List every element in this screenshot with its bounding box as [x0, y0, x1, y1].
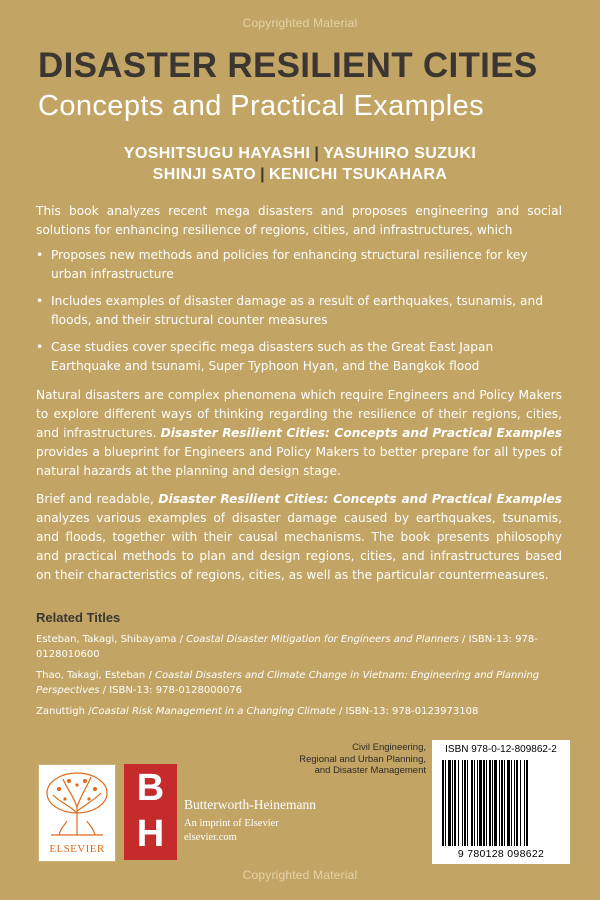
- barcode-bar: [507, 760, 510, 846]
- bullet-text: Includes examples of disaster damage as a result of earthquakes, tsunamis, and floods, and their structural counter measures: [51, 294, 543, 327]
- feature-bullet: [36, 292, 562, 330]
- bh-logo-letter: H: [136, 813, 165, 855]
- author-name: YOSHITSUGU HAYASHI: [123, 145, 311, 162]
- barcode-bar: [511, 760, 512, 846]
- book-title-emphasis: Disaster Resilient Cities: Concepts and Practical Examples: [158, 492, 562, 506]
- barcode-bar: [445, 760, 446, 846]
- bullet-marker: •: [36, 294, 44, 308]
- watermark-top: Copyrighted Material: [242, 16, 358, 30]
- authors-line-1: [0, 145, 600, 163]
- paragraph-text: Brief and readable,: [36, 492, 159, 506]
- related-title-item: [36, 704, 562, 719]
- barcode-bar: [471, 760, 473, 846]
- barcode-bar: [458, 760, 459, 846]
- barcode-bar: [520, 760, 521, 846]
- paragraph-text: Natural disasters are complex phenomena which require Engineers and Policy Makers to explore different ways of thinking regarding the resilience of their regions, cities, and infrastructures.: [36, 388, 562, 440]
- barcode-bar: [452, 760, 453, 846]
- barcode-bar: [514, 760, 515, 846]
- feature-bullet-list: [36, 246, 562, 384]
- subject-category: [276, 742, 426, 777]
- paragraph-text: provides a blueprint for Engineers and Policy Makers to better prepare for all types of natural hazards at the planning and design stage.: [36, 445, 562, 478]
- author-name: YASUHIRO SUZUKI: [323, 145, 477, 162]
- butterworth-heinemann-logo: [124, 764, 177, 860]
- related-authors: Thao, Takagi, Esteban /: [36, 670, 155, 681]
- barcode-bar: [499, 760, 500, 846]
- elsevier-wordmark: ELSEVIER: [49, 843, 105, 855]
- book-title: DISASTER RESILIENT CITIES: [38, 46, 538, 85]
- bullet-marker: •: [36, 340, 44, 354]
- barcode-bar: [492, 760, 493, 846]
- category-line: Civil Engineering,: [352, 742, 426, 753]
- book-title-emphasis: Disaster Resilient Cities: Concepts and Practical Examples: [160, 426, 563, 440]
- publisher-website: elsevier.com: [184, 832, 237, 843]
- barcode-bar: [479, 760, 482, 846]
- barcode-bars: [440, 760, 562, 846]
- barcode-bar: [464, 760, 466, 846]
- bullet-marker: •: [36, 248, 44, 262]
- description-paragraph-3: [36, 490, 562, 585]
- barcode-bar: [477, 760, 478, 846]
- barcode-bar: [474, 760, 475, 846]
- bh-logo-letter: B: [136, 767, 165, 809]
- author-name: KENICHI TSUKAHARA: [268, 166, 448, 183]
- barcode-bar: [489, 760, 491, 846]
- related-authors: Esteban, Takagi, Shibayama /: [36, 634, 187, 645]
- related-book-title: Coastal Disaster Mitigation for Engineers and Planners: [186, 634, 459, 645]
- watermark-bottom: Copyrighted Material: [242, 868, 358, 882]
- related-isbn: / ISBN-13: 978-0128000076: [99, 685, 243, 696]
- barcode-bar: [516, 760, 518, 846]
- barcode-bar: [504, 760, 505, 846]
- bullet-text: Case studies cover specific mega disasters such as the Great East Japan Earthquake and tsunami, Super Typhoon Hyan, and the Bangkok flood: [51, 340, 494, 373]
- author-separator: |: [314, 145, 320, 162]
- barcode-bar: [524, 760, 525, 846]
- feature-bullet: [36, 246, 562, 284]
- barcode-bar: [494, 760, 497, 846]
- barcode-bar: [442, 760, 444, 846]
- publisher-name: Butterworth-Heinemann: [184, 797, 316, 812]
- barcode-bar: [448, 760, 451, 846]
- related-authors: Zanuttigh /: [36, 706, 92, 717]
- isbn-barcode: [432, 740, 570, 864]
- bullet-text: Proposes new methods and policies for enhancing structural resilience for key urban infrastructure: [51, 248, 528, 281]
- book-subtitle: Concepts and Practical Examples: [38, 90, 484, 122]
- barcode-bar: [486, 760, 487, 846]
- barcode-bar: [462, 760, 463, 846]
- elsevier-logo: [38, 764, 116, 862]
- barcode-bar: [467, 760, 468, 846]
- barcode-bar: [526, 760, 528, 846]
- related-title-item: [36, 632, 562, 662]
- related-isbn: / ISBN-13: 978-0128010600: [36, 634, 538, 660]
- related-titles-heading: Related Titles: [36, 610, 121, 625]
- category-line: and Disaster Management: [314, 765, 426, 776]
- publisher-imprint: An imprint of Elsevier: [184, 818, 279, 829]
- intro-paragraph: This book analyzes recent mega disasters and proposes engineering and social solutions for enhancing resilience of regions, cities, and infrastructures, which: [36, 204, 562, 237]
- paragraph-text: analyzes various examples of disaster damage caused by earthquakes, tsunamis, and floods, together with their causal mechanisms. The book presents philosophy and practical methods to plan and design regions, cities, and infrastructures based on their characteristics of regions, cities, as well as the particular countermeasures.: [36, 511, 562, 582]
- category-line: Regional and Urban Planning,: [299, 753, 426, 765]
- feature-bullet: [36, 338, 562, 376]
- related-book-title: Coastal Risk Management in a Changing Climate: [91, 706, 336, 717]
- authors-line-2: [0, 166, 600, 184]
- barcode-digits: 9 780128 098622: [457, 848, 545, 860]
- isbn-label: ISBN 978-0-12-809862-2: [445, 744, 557, 755]
- related-isbn: / ISBN-13: 978-0123973108: [335, 706, 479, 717]
- elsevier-tree-icon: [39, 765, 115, 843]
- barcode-bar: [454, 760, 456, 846]
- related-book-title: Coastal Disasters and Climate Change in Vietnam: Engineering and Planning Perspectives: [36, 670, 540, 696]
- barcode-bar: [483, 760, 485, 846]
- author-separator: |: [260, 166, 265, 183]
- description-paragraph-2: [36, 386, 562, 481]
- author-name: SHINJI SATO: [152, 166, 257, 183]
- barcode-bar: [501, 760, 503, 846]
- related-title-item: [36, 668, 562, 698]
